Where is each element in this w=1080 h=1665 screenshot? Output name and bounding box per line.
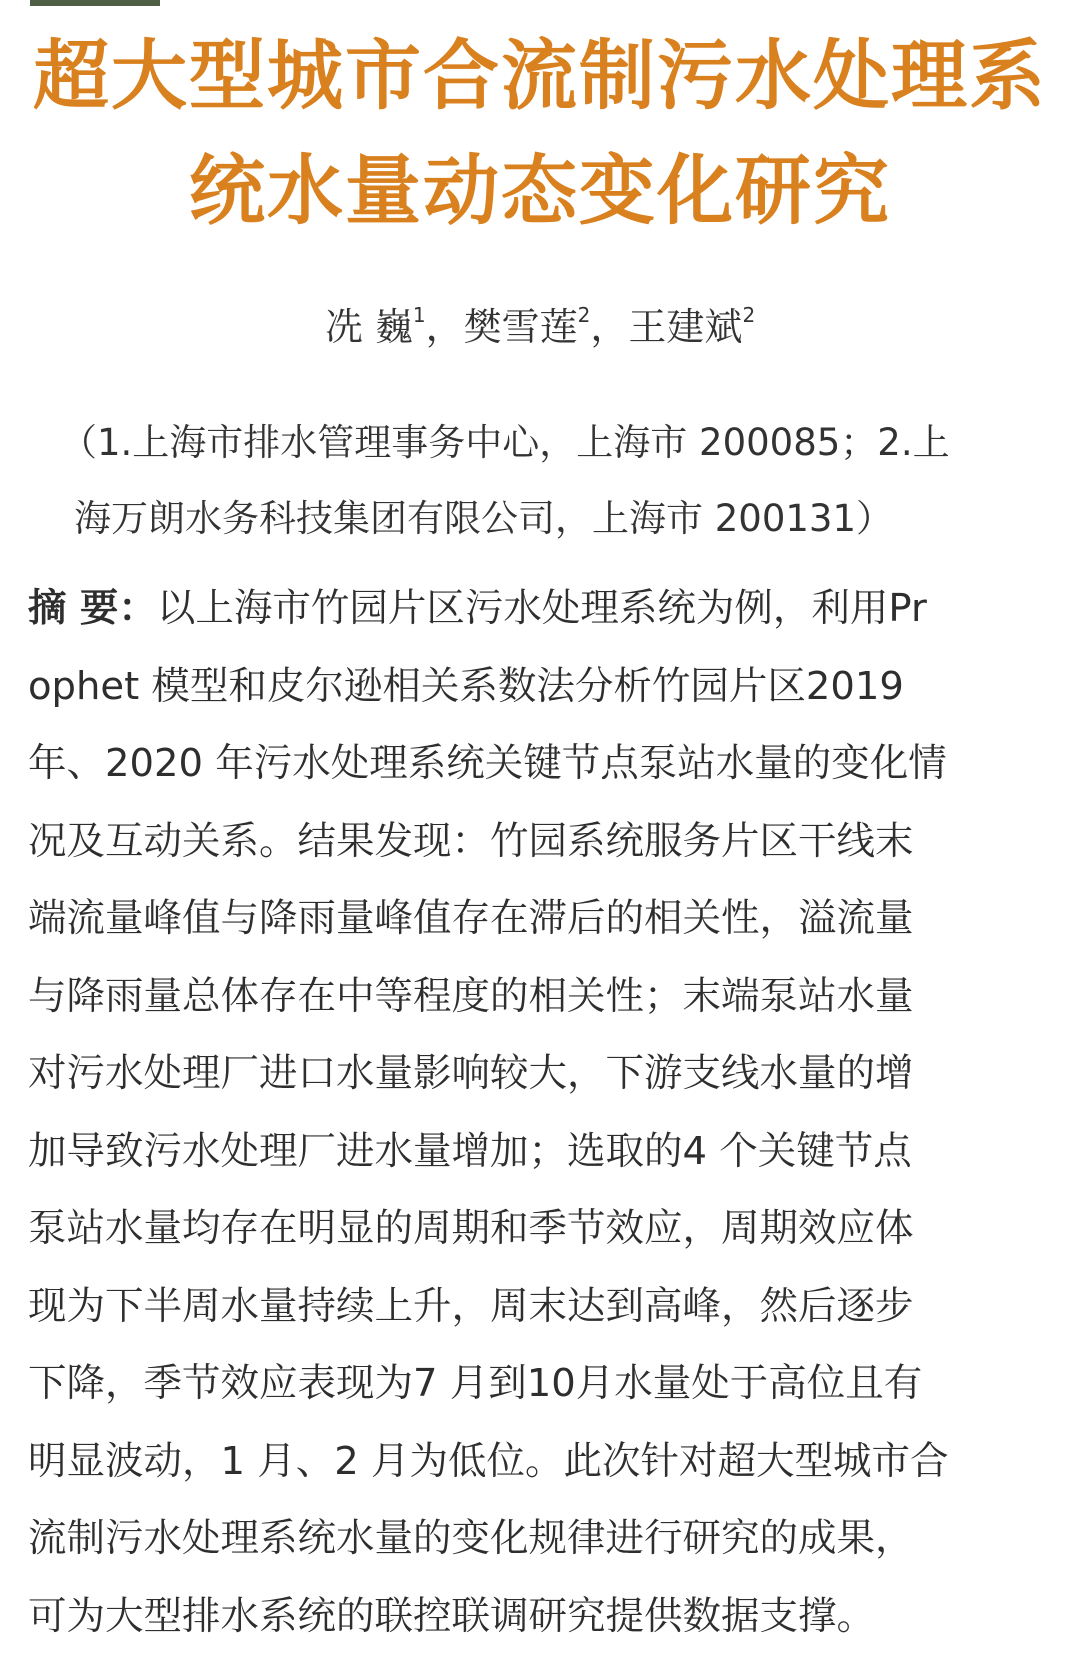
affiliation-block xyxy=(60,405,1050,557)
abstract-line: 下降，季节效应表现为7 月到10月水量处于高位且有 xyxy=(28,1361,923,1406)
abstract-line: 泵站水量均存在明显的周期和季节效应，周期效应体 xyxy=(28,1206,914,1251)
abstract-line: 况及互动关系。结果发现：竹园系统服务片区干线末 xyxy=(28,818,914,864)
abstract-line: 年、2020 年污水处理系统关键节点泵站水量的变化情 xyxy=(28,741,947,786)
author-separator: ， xyxy=(425,305,464,349)
abstract-line: 加导致污水处理厂进水量增加；选取的4 个关键节点 xyxy=(28,1128,912,1174)
author-affiliation-mark: 2 xyxy=(742,303,756,327)
author-affiliation-mark: 2 xyxy=(577,303,591,327)
abstract-block xyxy=(28,570,1058,1655)
abstract-line: 端流量峰值与降雨量峰值存在滞后的相关性，溢流量 xyxy=(28,896,914,941)
author-name: 王建斌 xyxy=(628,305,743,349)
title-line-1: 超大型城市合流制污水处理系 xyxy=(33,31,1047,120)
abstract-line: 可为大型排水系统的联控联调研究提供数据支撑。 xyxy=(28,1593,876,1639)
abstract-text: 以上海市竹园片区污水处理系统为例，利用Pr xyxy=(156,586,927,631)
abstract-line: 对污水处理厂进口水量影响较大，下游支线水量的增 xyxy=(28,1051,914,1096)
author-affiliation-mark: 1 xyxy=(412,303,426,327)
abstract-line: 明显波动，1 月、2 月为低位。此次针对超大型城市合 xyxy=(28,1438,949,1484)
author-list xyxy=(0,302,1080,352)
abstract-line: 现为下半周水量持续上升，周末达到高峰，然后逐步 xyxy=(28,1283,914,1329)
abstract-label: 摘 要： xyxy=(28,586,157,631)
article-title xyxy=(0,18,1080,248)
top-image-fragment xyxy=(30,0,160,6)
title-line-2: 统水量动态变化研究 xyxy=(189,146,891,235)
abstract-line: 与降雨量总体存在中等程度的相关性；末端泵站水量 xyxy=(28,973,914,1019)
abstract-line: 流制污水处理系统水量的变化规律进行研究的成果， xyxy=(28,1516,914,1561)
abstract-line: ophet 模型和皮尔逊相关系数法分析竹园片区2019 xyxy=(28,663,904,709)
affiliation-line-1: （1.上海市排水管理事务中心，上海市 200085；2.上 xyxy=(60,421,950,464)
author-separator: ， xyxy=(590,305,629,349)
author-name: 冼 巍 xyxy=(324,305,413,349)
affiliation-line-2: 海万朗水务科技集团有限公司，上海市 200131） xyxy=(74,497,894,540)
author-name: 樊雪莲 xyxy=(463,305,578,349)
abstract-line xyxy=(28,570,1058,648)
